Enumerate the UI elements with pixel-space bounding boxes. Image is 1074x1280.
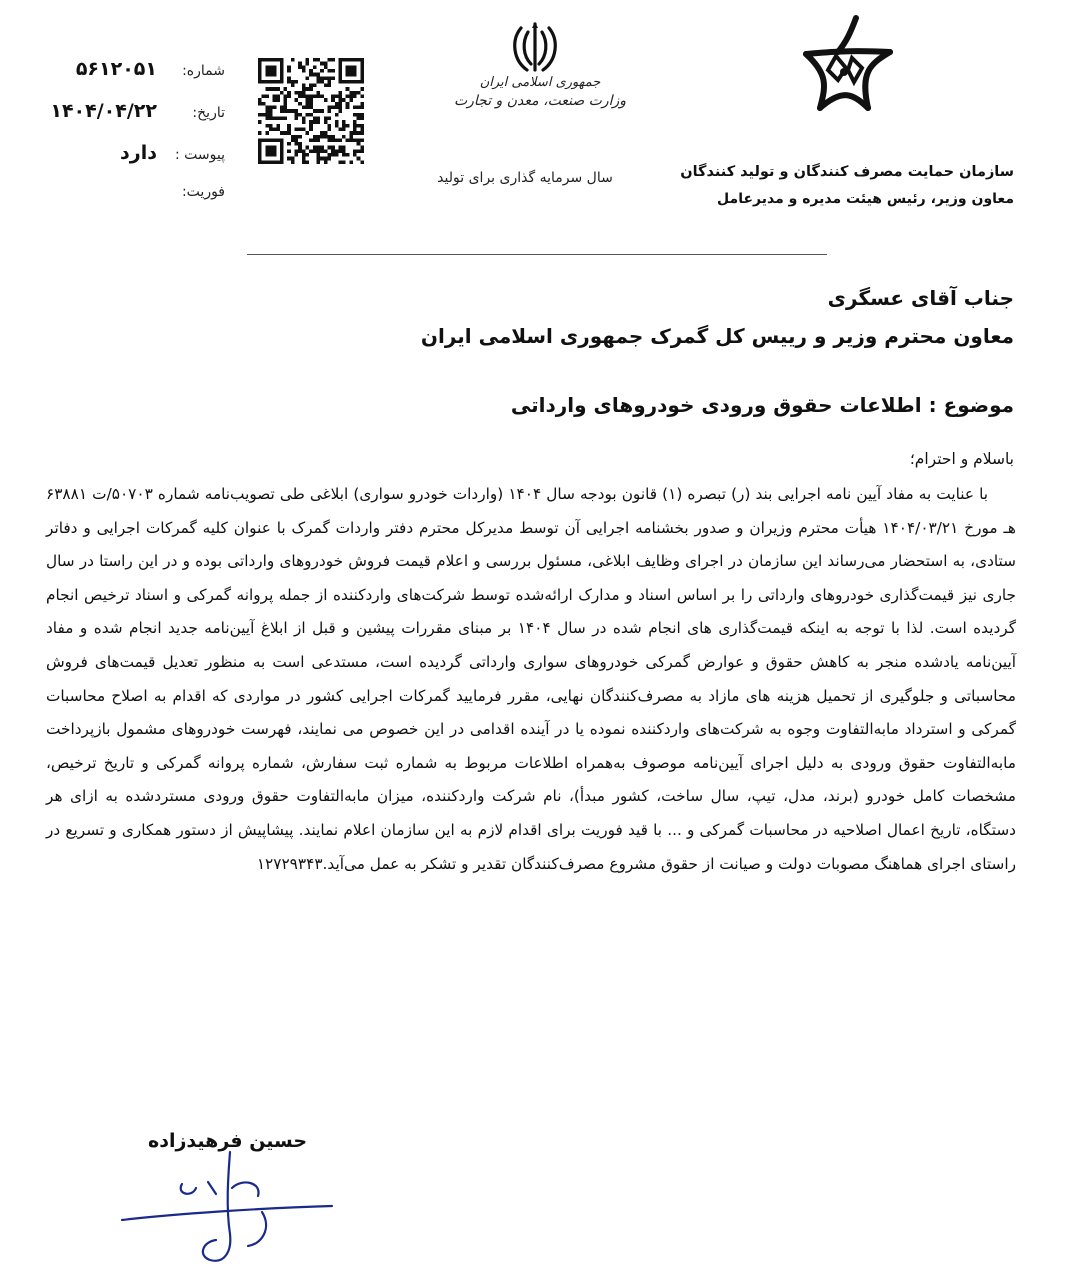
ministry-line-republic: جمهوری اسلامی ایران: [479, 75, 601, 90]
meta-attachment: [50, 142, 225, 184]
organization-position: معاون وزیر، رئیس هیئت مدیره و مدیرعامل: [717, 191, 1014, 207]
letter-meta: [50, 58, 225, 226]
year-slogan: سال سرمایه گذاری برای تولید: [437, 170, 613, 186]
signer-name: حسین فرهیدزاده: [148, 1130, 308, 1152]
meta-number-value: ۵۶۱۲۰۵۱: [75, 58, 157, 80]
meta-urgency-label: فوریت:: [181, 184, 225, 200]
handwritten-signature: [112, 1148, 352, 1268]
meta-attachment-label: پیوست :: [175, 147, 225, 163]
letter-subject: موضوع : اطلاعات حقوق ورودی خودروهای وارداتی: [510, 393, 1014, 417]
organization-star-logo-icon: [798, 12, 898, 116]
letter-body: با عنایت به مفاد آیین نامه اجرایی بند (ر) تبصره (۱) قانون بودجه سال ۱۴۰۴ (واردات خودرو سواری) ابلاغی طی تصویب‌نامه شماره ۵۰۷۰۳/ت ۶۳۸۸۱ هـ مورخ ۱۴۰۴/۰۳/۲۱ هیأت محترم وزیران و صدور بخشنامه اجرایی آن توسط مدیرکل محترم دفتر واردات گمرک با عنوان کلیه گمرکات اجرایی و دفاتر ستادی، به استحضار می‌رساند این سازمان در اجرای وظایف ابلاغی، مسئول بررسی و اعلام قیمت فروش خودروهای وارداتی بوده و در این راستا در سال جاری نیز قیمت‌گذاری خودروهای وارداتی را بر اساس اسناد و مدارک ارائه‌شده توسط شرکت‌های واردکننده از جمله پروانه گمرکی و اسناد ترخیص انجام گردیده است. لذا با توجه به اینکه قیمت‌گذاری های انجام شده در سال ۱۴۰۴ بر مبنای مقررات پیشین و قبل از ابلاغ آیین‌نامه جدید انجام شده و مفاد آیین‌نامه یادشده منجر به کاهش حقوق و عوارض گمرکی خودروهای سواری وارداتی گردیده است، مستدعی است به منظور تعدیل قیمت‌های فروش محاسباتی و جلوگیری از تحمیل هزینه های مازاد به مصرف‌کنندگان نهایی، مقرر فرمایید گمرکات اجرایی کشور در مواردی که اقدام به اصلاح محاسبات گمرکی و استرداد مابه‌التفاوت وجوه به شرکت‌های واردکننده نموده یا در آینده اقدامی در این خصوص می نمایند، فهرست خودروهای مشمول بازپرداخت مابه‌التفاوت حقوق ورودی به دلیل اجرای آیین‌نامه موصوف به‌همراه اطلاعات مربوط به شماره ثبت سفارش، شماره پروانه گمرکی و تاریخ ترخیص، مشخصات کامل خودرو (برند، مدل، تیپ، سال ساخت، کشور مبدأ)، نام شرکت واردکننده، میزان مابه‌التفاوت حقوق ورودی مستردشده به ازای هر دستگاه، تاریخ اعمال اصلاحیه در محاسبات گمرکی و ... با قید فوریت برای اقدام لازم به این سازمان اعلام نمایند. پیشاپیش از دستور همکاری و تسریع در راستای اجرای هماهنگ مصوبات دولت و صیانت از حقوق مشروع مصرف‌کنندگان تقدیر و تشکر به عمل می‌آید.۱۲۷۲۹۳۴۳: [46, 485, 1017, 873]
letter-greeting: باسلام و احترام؛: [909, 450, 1014, 468]
meta-number-label: شماره:: [182, 63, 225, 79]
header-divider: [247, 254, 827, 255]
qr-code-icon: [258, 58, 364, 164]
meta-urgency: [50, 184, 225, 226]
ministry-line-name: وزارت صنعت، معدن و تجارت: [453, 93, 627, 109]
meta-attachment-value: دارد: [120, 142, 157, 164]
iran-emblem-icon: [505, 18, 565, 78]
addressee-title: معاون محترم وزیر و رییس کل گمرک جمهوری اسلامی ایران: [420, 324, 1014, 348]
organization-block: [674, 160, 1014, 214]
meta-number: [50, 58, 225, 100]
addressee-name: جناب آقای عسگری: [827, 286, 1014, 310]
meta-date-label: تاریخ:: [192, 105, 225, 121]
meta-date-value: ۱۴۰۴/۰۴/۲۲: [50, 100, 157, 122]
organization-name: سازمان حمایت مصرف کنندگان و تولید کنندگان: [680, 164, 1014, 180]
addressee-block: [254, 280, 1014, 356]
ministry-wordmark: [430, 74, 650, 111]
meta-date: [50, 100, 225, 142]
